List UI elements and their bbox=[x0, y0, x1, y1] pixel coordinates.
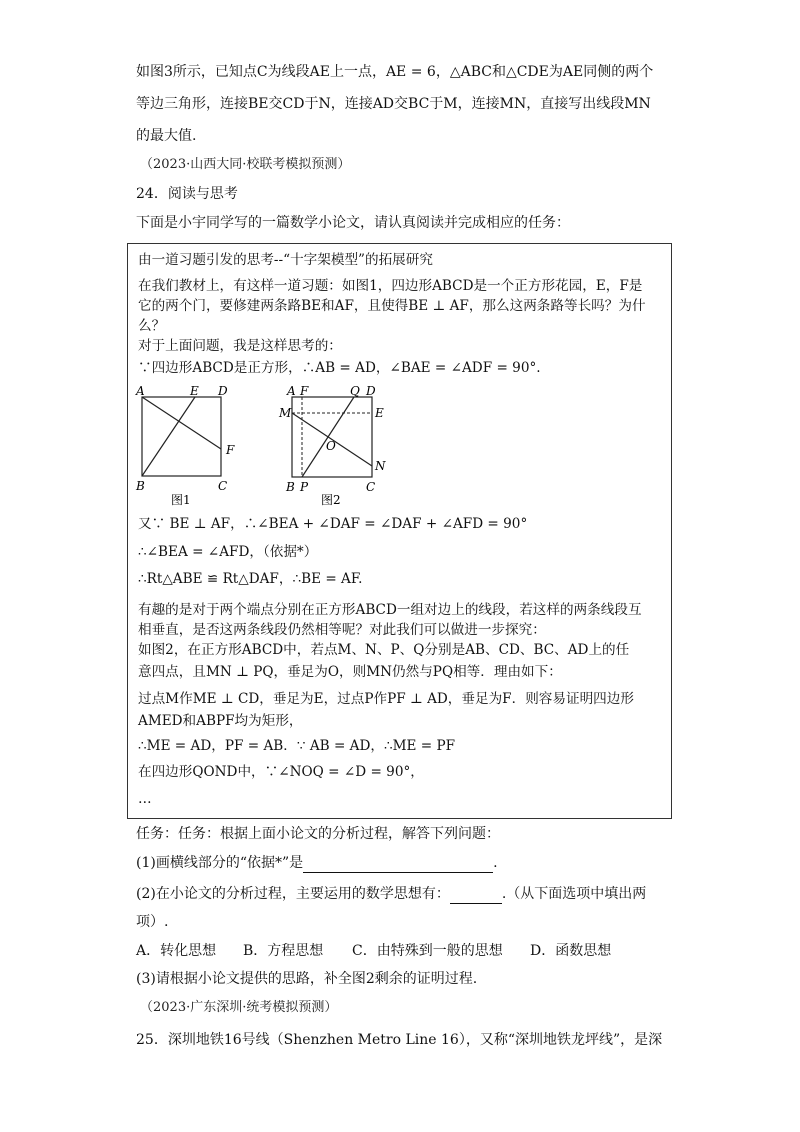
essay-heading: 由一道习题引发的思考--“十字架模型”的拓展研究 bbox=[138, 252, 433, 268]
question-25-title: 25．深圳地铁16号线（Shenzhen Metro Line 16），又称“深圳地铁龙坪线”，是深 bbox=[136, 1032, 663, 1048]
fig2-label-e: E bbox=[375, 406, 384, 420]
essay-p1: 在我们教材上，有这样一道习题：如图1，四边形ABCD是一个正方形花园，E，F是 bbox=[138, 278, 643, 294]
figure-2 bbox=[278, 384, 418, 509]
essay-p4: 对于上面问题，我是这样思考的： bbox=[138, 338, 342, 354]
fig2-label-c: C bbox=[366, 480, 376, 494]
essay-s7: 意四点，且MN ⊥ PQ，垂足为O，则MN仍然与PQ相等．理由如下： bbox=[138, 664, 562, 680]
fig2-caption: 图2 bbox=[321, 493, 341, 507]
option-c: C．由特殊到一般的思想 bbox=[352, 943, 503, 959]
fig1-label-d: D bbox=[218, 384, 228, 398]
essay-s5: 相垂直，是否这两条线段仍然相等呢？对此我们可以做进一步探究： bbox=[138, 622, 546, 638]
task-2-cont: 项）. bbox=[136, 914, 169, 930]
essay-s4: 有趣的是对于两个端点分别在正方形ABCD一组对边上的线段，若这样的两条线段互 bbox=[138, 602, 642, 618]
essay-s9: AMED和ABPF均为矩形， bbox=[138, 713, 303, 729]
task-2-text-2: .（从下面选项中填出两 bbox=[501, 886, 647, 902]
fig2-label-p: P bbox=[300, 480, 309, 494]
option-a: A．转化思想 bbox=[136, 943, 217, 959]
essay-s2: ∴∠BEA = ∠AFD，（依据*） bbox=[138, 544, 318, 560]
fig2-label-m: M bbox=[279, 406, 292, 420]
essay-box bbox=[127, 243, 672, 819]
essay-s6: 如图2，在正方形ABCD中，若点M、N、P、Q分别是AB、CD、BC、AD上的任 bbox=[138, 642, 630, 658]
fig2-label-f: F bbox=[300, 384, 309, 398]
task-2-text: (2)在小论文的分析过程，主要运用的数学思想有： bbox=[136, 886, 450, 902]
intro-line-3: 的最大值. bbox=[136, 128, 197, 144]
essay-s3: ∴Rt△ABE ≌ Rt△DAF，∴BE = AF. bbox=[138, 571, 363, 587]
task-1-blank[interactable] bbox=[303, 856, 493, 873]
question-24-lead: 下面是小宇同学写的一篇数学小论文，请认真阅读并完成相应的任务： bbox=[136, 215, 570, 231]
fig2-label-d: D bbox=[366, 384, 376, 398]
fig1-label-e: E bbox=[190, 384, 199, 398]
fig2-label-q: Q bbox=[350, 384, 360, 398]
fig2-label-o: O bbox=[326, 439, 336, 453]
fig1-label-b: B bbox=[136, 479, 145, 493]
option-d: D．函数思想 bbox=[530, 943, 612, 959]
essay-p2: 它的两个门，要修建两条路BE和AF，且使得BE ⊥ AF，那么这两条路等长吗？为什 bbox=[138, 298, 646, 314]
task-1 bbox=[136, 853, 498, 873]
task-3: (3)请根据小论文提供的思路，补全图2剩余的证明过程. bbox=[136, 971, 478, 987]
task-2 bbox=[136, 884, 646, 904]
intro-line-2: 等边三角形，连接BE交CD于N，连接AD交BC于M，连接MN，直接写出线段MN bbox=[136, 96, 651, 112]
intro-line-1: 如图3所示，已知点C为线段AE上一点，AE = 6，△ABC和△CDE为AE同侧的两个 bbox=[136, 64, 654, 80]
source-tag-2: （2023·广东深圳·统考模拟预测） bbox=[140, 1000, 338, 1015]
fig2-label-n: N bbox=[375, 459, 386, 473]
essay-s8: 过点M作ME ⊥ CD，垂足为E，过点P作PF ⊥ AD，垂足为F．则容易证明四边形 bbox=[138, 691, 634, 707]
figure-1 bbox=[134, 384, 264, 509]
essay-p5: ∵四边形ABCD是正方形，∴AB = AD，∠BAE = ∠ADF = 90°. bbox=[138, 360, 541, 376]
fig1-label-f: F bbox=[226, 443, 235, 457]
essay-s11: 在四边形QOND中，∵∠NOQ = ∠D = 90°， bbox=[138, 764, 424, 780]
option-b: B．方程思想 bbox=[243, 943, 324, 959]
question-24-title: 24．阅读与思考 bbox=[136, 186, 238, 202]
essay-s10: ∴ME = AD，PF = AB．∵ AB = AD，∴ME = PF bbox=[138, 738, 456, 754]
fig1-label-a: A bbox=[136, 384, 145, 398]
essay-p3: 么？ bbox=[138, 318, 166, 334]
task-1-text: (1)画横线部分的“依据*”是 bbox=[136, 855, 304, 871]
task-2-blank[interactable] bbox=[450, 887, 502, 904]
task-1-end: . bbox=[493, 855, 498, 871]
essay-s1: 又∵ BE ⊥ AF，∴∠BEA + ∠DAF = ∠DAF + ∠AFD = 90° bbox=[138, 516, 528, 532]
fig1-label-c: C bbox=[218, 479, 228, 493]
fig2-label-a: A bbox=[287, 384, 296, 398]
source-tag-1: （2023·山西大同·校联考模拟预测） bbox=[140, 157, 351, 172]
tasks-lead: 任务：任务：根据上面小论文的分析过程，解答下列问题： bbox=[136, 826, 500, 842]
fig2-label-b: B bbox=[286, 480, 295, 494]
fig1-caption: 图1 bbox=[171, 493, 191, 507]
essay-s12: … bbox=[138, 791, 152, 807]
